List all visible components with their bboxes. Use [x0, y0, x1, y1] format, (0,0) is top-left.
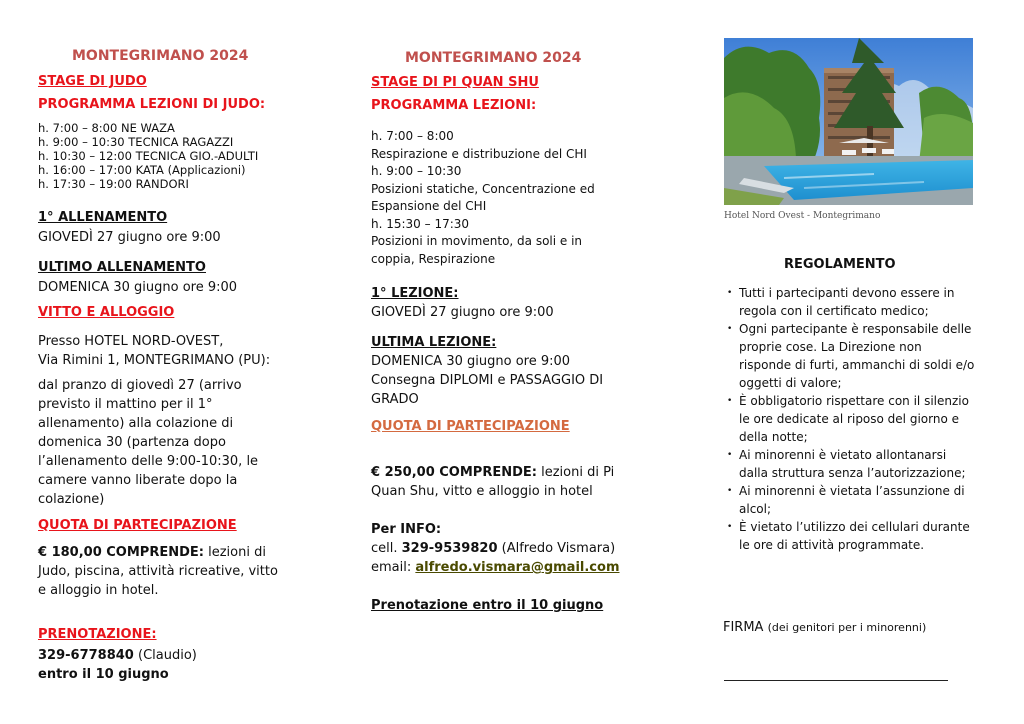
stay-details [38, 376, 258, 509]
schedule-item: h. 17:30 – 19:00 RANDORI [38, 177, 189, 191]
rules-list [727, 284, 977, 554]
last-lesson-details [371, 352, 603, 409]
hotel-photo [724, 38, 973, 205]
program-line: Espansione del CHI [371, 199, 487, 213]
judo-fee-line: e alloggio in hotel. [38, 583, 159, 598]
first-lesson-heading: 1° LEZIONE: [371, 286, 459, 301]
judo-fee-text [38, 543, 278, 600]
signature-label-row [723, 620, 926, 635]
pqs-stage-heading: STAGE DI PI QUAN SHU [371, 75, 539, 90]
last-training-date: DOMENICA 30 giugno ore 9:00 [38, 280, 238, 295]
address-line: Presso HOTEL NORD-OVEST, [38, 334, 224, 349]
schedule-item: h. 10:30 – 12:00 TECNICA GIO.-ADULTI [38, 149, 259, 163]
last-lesson-heading: ULTIMA LEZIONE: [371, 335, 497, 350]
judo-fee-line: Judo, piscina, attività ricreative, vitto [38, 564, 278, 579]
address-line: Via Rimini 1, MONTEGRIMANO (PU): [38, 353, 271, 368]
info-cell-label: cell. [371, 541, 402, 556]
booking-deadline: entro il 10 giugno [38, 667, 169, 682]
program-line: Posizioni statiche, Concentrazione ed [371, 181, 595, 196]
signature-label: FIRMA [723, 620, 764, 635]
info-block [371, 520, 620, 577]
hotel-address [38, 332, 270, 370]
first-training-heading: 1° ALLENAMENTO [38, 210, 168, 225]
last-lesson-line: DOMENICA 30 giugno ore 9:00 [371, 354, 571, 369]
stay-line: colazione) [38, 492, 105, 507]
booking-heading: PRENOTAZIONE: [38, 627, 157, 642]
schedule-item: h. 16:00 – 17:00 KATA (Applicazioni) [38, 163, 246, 177]
first-lesson-date: GIOVEDÌ 27 giugno ore 9:00 [371, 305, 554, 320]
judo-fee-amount: € 180,00 COMPRENDE: [38, 545, 204, 560]
col1-title: MONTEGRIMANO 2024 [72, 48, 249, 64]
stay-line: dal pranzo di giovedì 27 (arrivo [38, 378, 242, 393]
col2-title: MONTEGRIMANO 2024 [405, 50, 582, 66]
pqs-fee-heading: QUOTA DI PARTECIPAZIONE [371, 419, 570, 434]
pqs-fee-text [371, 463, 614, 501]
schedule-item: h. 7:00 – 8:00 NE WAZA [38, 121, 175, 135]
last-lesson-line: GRADO [371, 392, 419, 407]
rule-item: • È vietato l’utilizzo dei cellulari durante le ore di attività programmate. [727, 518, 977, 554]
pqs-booking-deadline: Prenotazione entro il 10 giugno [371, 598, 604, 613]
stay-line: allenamento) alla colazione di [38, 416, 234, 431]
info-phone[interactable]: 329-9539820 [401, 541, 498, 556]
board-heading: VITTO E ALLOGGIO [38, 305, 175, 320]
program-line: coppia, Respirazione [371, 251, 496, 266]
info-email-label: email: [371, 560, 416, 575]
program-line: Respirazione e distribuzione del CHI [371, 146, 587, 161]
stay-line: previsto il mattino per il 1° [38, 397, 213, 412]
rules-heading: REGOLAMENTO [784, 257, 896, 272]
program-line: h. 15:30 – 17:30 [371, 216, 470, 231]
rule-item: • Ai minorenni è vietata l’assunzione di alcol; [727, 482, 977, 518]
pqs-fee-amount: € 250,00 COMPRENDE: [371, 465, 537, 480]
judo-schedule [38, 121, 258, 191]
program-line: h. 7:00 – 8:00 [371, 129, 454, 143]
info-contact-name: (Alfredo Vismara) [497, 541, 616, 556]
rule-item: • Ai minorenni è vietato allontanarsi dalla struttura senza l’autorizzazione; [727, 446, 977, 482]
program-line: h. 9:00 – 10:30 [371, 164, 462, 178]
pqs-fee-line: lezioni di Pi [536, 465, 615, 480]
program-line: Posizioni in movimento, da soli e in [371, 234, 583, 248]
rule-item: • Ogni partecipante è responsabile delle proprie cose. La Direzione non risponde di furti, ammanchi di soldi e/o oggetti di valore; [727, 320, 977, 392]
pqs-fee-line: Quan Shu, vitto e alloggio in hotel [371, 484, 593, 499]
first-training-date: GIOVEDÌ 27 giugno ore 9:00 [38, 230, 221, 245]
booking-contact [38, 646, 197, 684]
booking-phone[interactable]: 329-6778840 [38, 648, 134, 663]
info-email-link[interactable]: alfredo.vismara@gmail.com [415, 560, 620, 575]
schedule-item: h. 9:00 – 10:30 TECNICA RAGAZZI [38, 135, 234, 149]
photo-caption: Hotel Nord Ovest - Montegrimano [724, 211, 881, 221]
stay-line: domenica 30 (partenza dopo [38, 435, 226, 450]
signature-line[interactable] [724, 680, 948, 681]
judo-fee-heading: QUOTA DI PARTECIPAZIONE [38, 518, 237, 533]
last-lesson-line: Consegna DIPLOMI e PASSAGGIO DI [371, 373, 604, 388]
rule-item: • Tutti i partecipanti devono essere in regola con il certificato medico; [727, 284, 977, 320]
pqs-program-heading: PROGRAMMA LEZIONI: [371, 98, 537, 113]
pqs-program [371, 128, 595, 268]
booking-contact-name: (Claudio) [133, 648, 197, 663]
stay-line: l’allenamento delle 9:00-10:30, le [38, 454, 259, 469]
rule-item: • È obbligatorio rispettare con il silenzio le ore dedicate al riposo del giorno e della notte; [727, 392, 977, 446]
judo-program-heading: PROGRAMMA LEZIONI DI JUDO: [38, 97, 266, 112]
last-training-heading: ULTIMO ALLENAMENTO [38, 260, 206, 275]
hotel-photo-image [724, 38, 973, 205]
signature-note: (dei genitori per i minorenni) [767, 621, 927, 634]
stay-line: camere vanno liberate dopo la [38, 473, 238, 488]
judo-stage-heading: STAGE DI JUDO [38, 74, 147, 89]
judo-fee-line: lezioni di [203, 545, 266, 560]
info-heading: Per INFO: [371, 522, 442, 537]
